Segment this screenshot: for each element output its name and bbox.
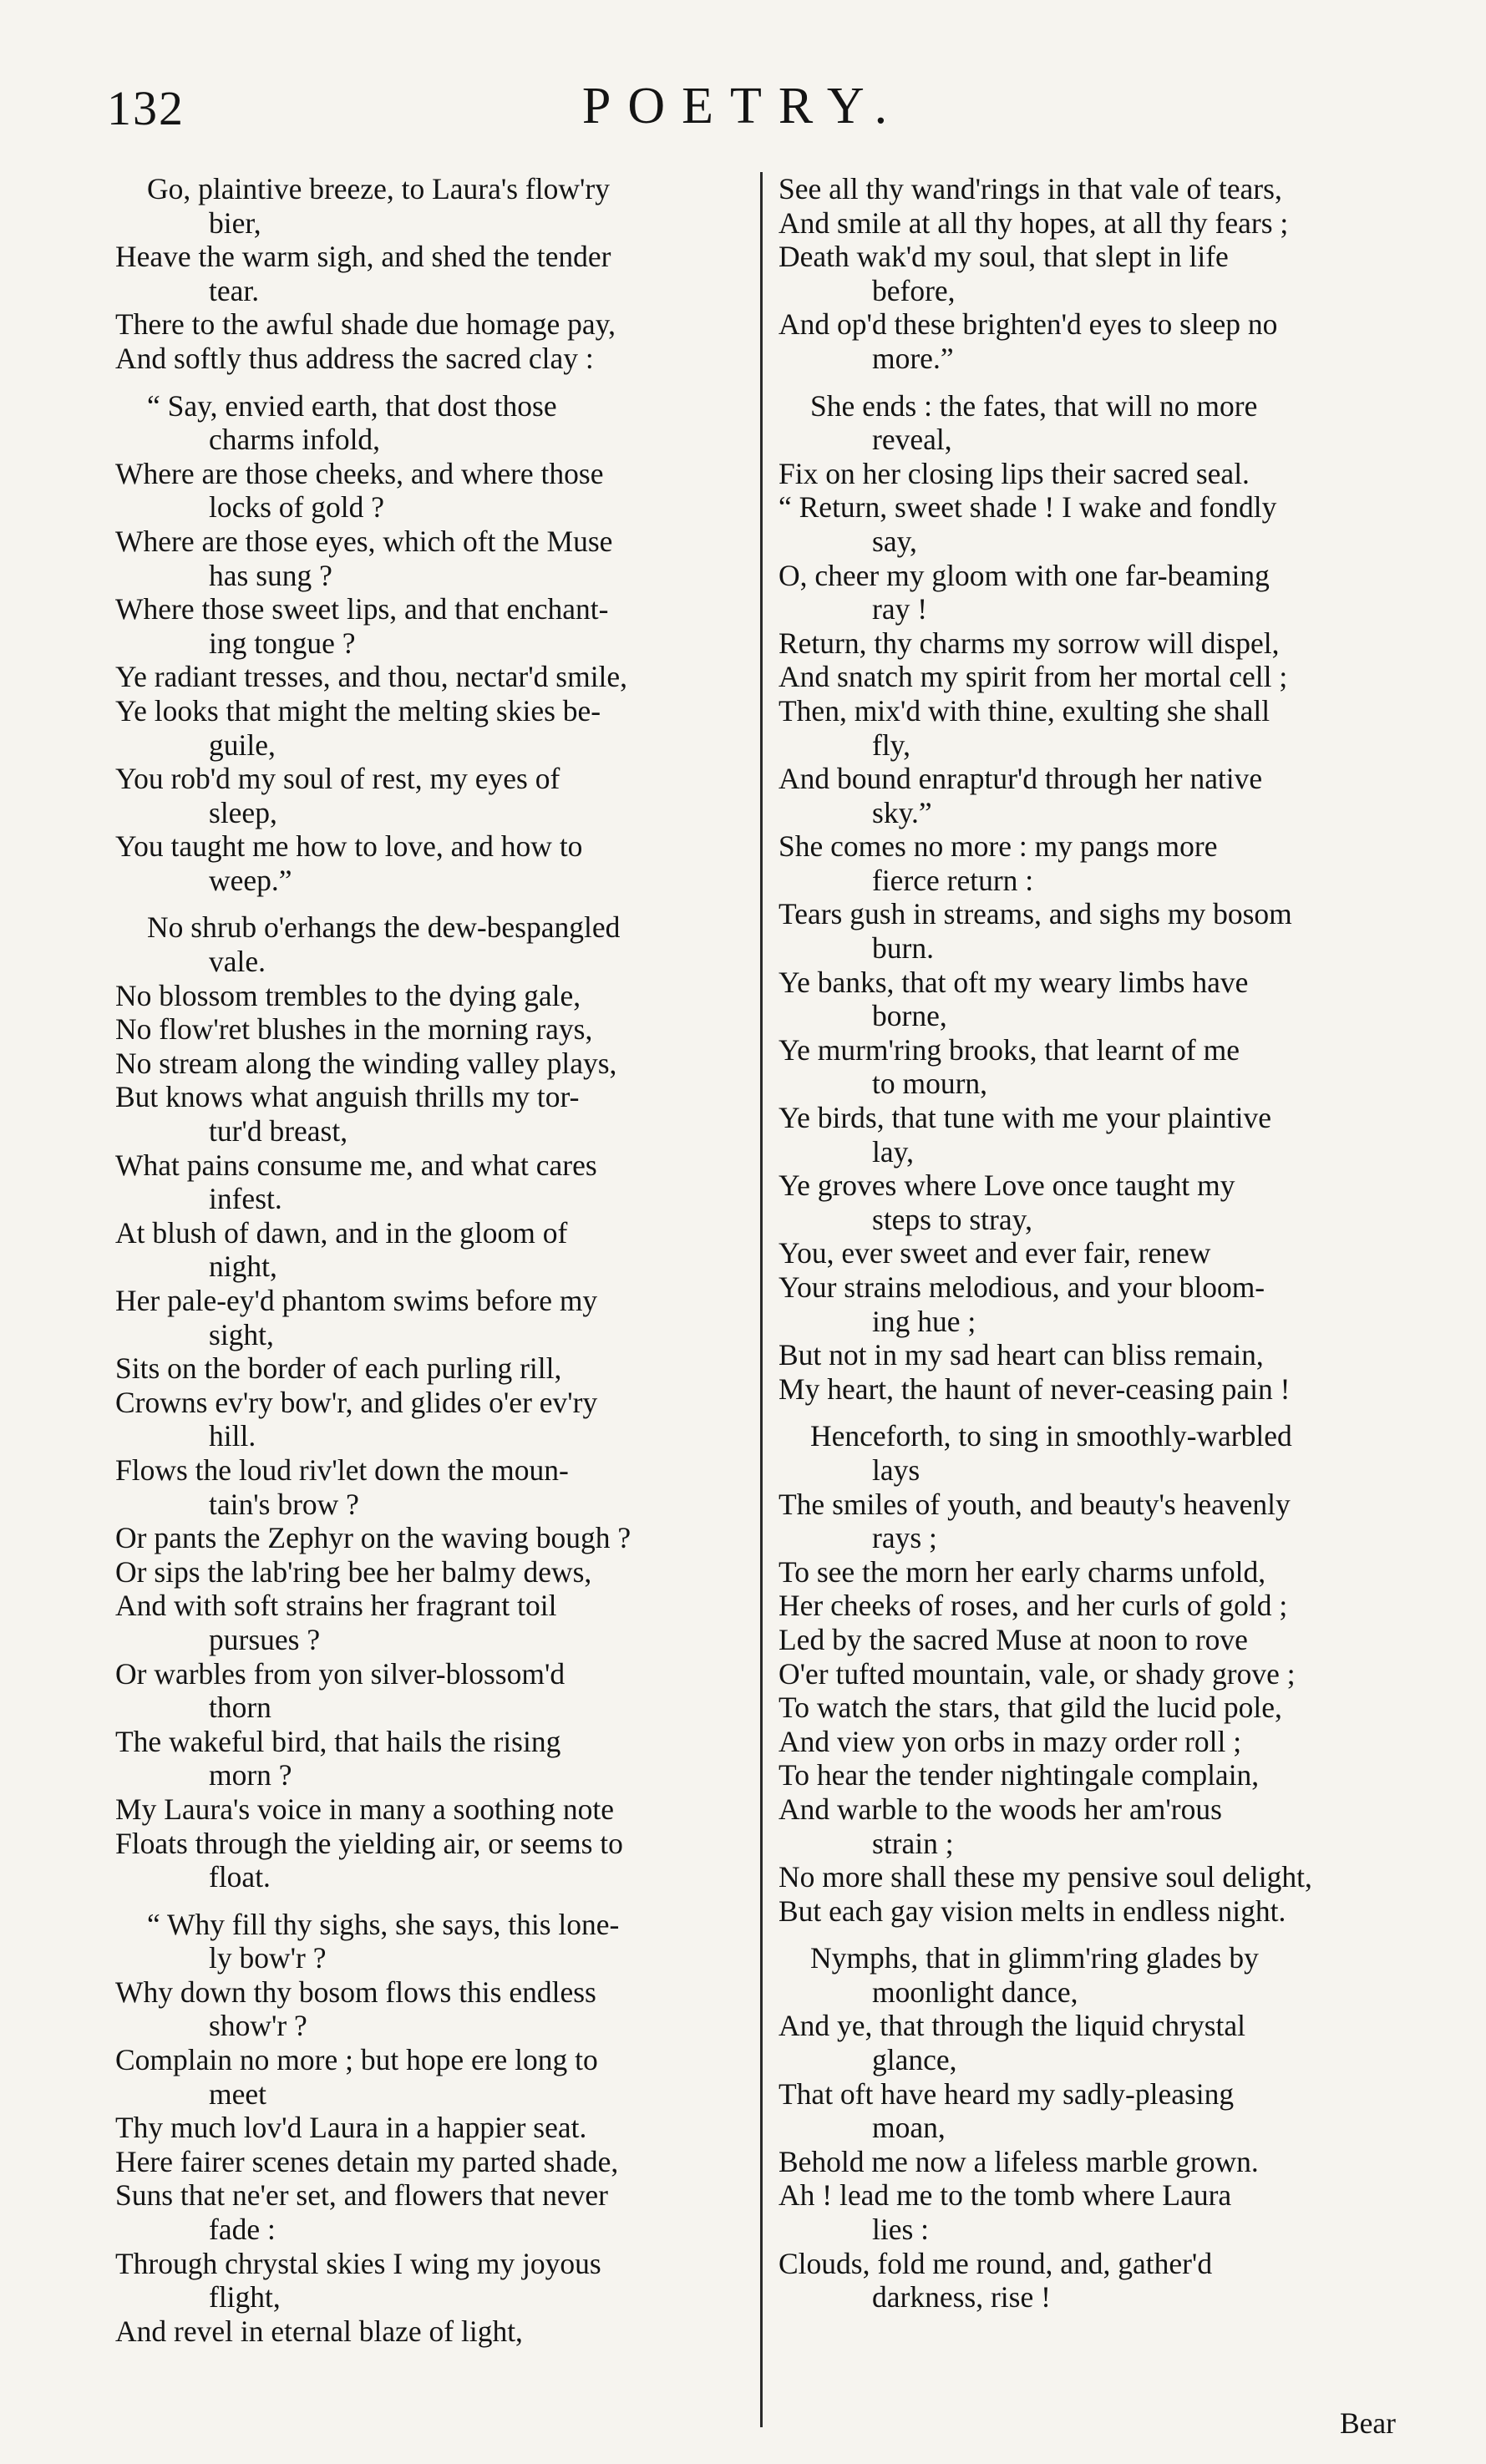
verse-line: charms infold, xyxy=(209,423,381,457)
stanza xyxy=(779,172,1397,376)
verse-line: moan, xyxy=(872,2111,946,2145)
verse-line: And op'd these brighten'd eyes to sleep no xyxy=(779,307,1278,342)
verse-line: O'er tufted mountain, vale, or shady grove ; xyxy=(779,1656,1296,1691)
stanza xyxy=(779,389,1397,1407)
verse-line: Tears gush in streams, and sighs my bosom xyxy=(779,897,1292,931)
verse-line: Ye banks, that oft my weary limbs have xyxy=(779,965,1249,999)
verse-line: Henceforth, to sing in smoothly-warbled xyxy=(810,1419,1292,1453)
column-rule xyxy=(760,172,763,2427)
verse-line: Then, mix'd with thine, exulting she shall xyxy=(779,693,1270,728)
verse-line: No stream along the winding valley plays, xyxy=(115,1046,617,1080)
verse-line: Thy much lov'd Laura in a happier seat. xyxy=(115,2111,587,2145)
verse-line: To hear the tender nightingale complain, xyxy=(779,1758,1260,1792)
verse-line: No flow'ret blushes in the morning rays, xyxy=(115,1012,593,1047)
verse-line: Heave the warm sigh, and shed the tender xyxy=(115,240,611,274)
catchword: Bear xyxy=(1339,2406,1396,2440)
verse-line: Behold me now a lifeless marble grown. xyxy=(779,2144,1259,2178)
verse-line: And ye, that through the liquid chrystal xyxy=(779,2009,1246,2043)
verse-line: “ Return, sweet shade ! I wake and fondly xyxy=(779,490,1277,525)
verse-line: sleep, xyxy=(209,795,277,829)
verse-line: You rob'd my soul of rest, my eyes of xyxy=(115,762,560,796)
verse-line: But not in my sad heart can bliss remain, xyxy=(779,1338,1264,1372)
verse-line: fade : xyxy=(209,2213,276,2247)
verse-line: fierce return : xyxy=(872,863,1034,897)
verse-line: “ Why fill thy sighs, she says, this lone- xyxy=(147,1907,620,1941)
verse-line: rays ; xyxy=(872,1521,937,1555)
verse-line: Complain no more ; but hope ere long to xyxy=(115,2043,598,2077)
verse-line: say, xyxy=(872,524,917,558)
verse-line: locks of gold ? xyxy=(209,490,385,525)
verse-line: Ah ! lead me to the tomb where Laura xyxy=(779,2178,1232,2213)
verse-line: She comes no more : my pangs more xyxy=(779,829,1218,864)
verse-line: has sung ? xyxy=(209,558,332,592)
verse-line: ing hue ; xyxy=(872,1304,976,1338)
verse-line: Her pale-ey'd phantom swims before my xyxy=(115,1284,598,1317)
verse-line: Led by the sacred Muse at noon to rove xyxy=(779,1622,1248,1656)
stanza xyxy=(779,1419,1397,1928)
stanza xyxy=(779,1941,1397,2314)
verse-line: burn. xyxy=(872,931,934,966)
stanza xyxy=(115,1908,733,2349)
verse-line: And warble to the woods her am'rous xyxy=(779,1792,1222,1826)
verse-line: No blossom trembles to the dying gale, xyxy=(115,978,581,1012)
verse-line: And softly thus address the sacred clay : xyxy=(115,341,594,375)
verse-line: And with soft strains her fragrant toil xyxy=(115,1589,557,1623)
stanza xyxy=(115,172,733,376)
verse-line: Her cheeks of roses, and her curls of gold ; xyxy=(779,1589,1288,1623)
page-number: 132 xyxy=(107,81,185,135)
verse-line: reveal, xyxy=(872,423,952,457)
verse-line: fly, xyxy=(872,728,911,762)
verse-line: And smile at all thy hopes, at all thy fears ; xyxy=(779,205,1289,240)
verse-line: tur'd breast, xyxy=(209,1114,348,1148)
verse-line: hill. xyxy=(209,1419,256,1453)
verse-line: guile, xyxy=(209,728,276,762)
verse-line: O, cheer my gloom with one far-beaming xyxy=(779,558,1270,592)
verse-line: morn ? xyxy=(209,1758,292,1792)
verse-line: My heart, the haunt of never-ceasing pain ! xyxy=(779,1371,1291,1406)
running-title: POETRY. xyxy=(581,78,905,134)
verse-line: Or sips the lab'ring bee her balmy dews, xyxy=(115,1554,592,1589)
verse-line: Here fairer scenes detain my parted shade, xyxy=(115,2144,619,2178)
verse-line: Sits on the border of each purling rill, xyxy=(115,1351,562,1386)
verse-line: Clouds, fold me round, and, gather'd xyxy=(779,2246,1213,2280)
verse-line: Floats through the yielding air, or seems to xyxy=(115,1826,623,1860)
verse-line: pursues ? xyxy=(209,1622,321,1656)
verse-line: Go, plaintive breeze, to Laura's flow'ry xyxy=(147,172,610,205)
verse-line: But each gay vision melts in endless night. xyxy=(779,1894,1286,1928)
verse-line: strain ; xyxy=(872,1826,954,1860)
verse-line: Where are those cheeks, and where those xyxy=(115,456,604,490)
verse-line: Nymphs, that in glimm'ring glades by xyxy=(810,1941,1259,1975)
verse-line: darkness, rise ! xyxy=(872,2280,1051,2314)
verse-line: But knows what anguish thrills my tor- xyxy=(115,1080,580,1114)
verse-line: Why down thy bosom flows this endless xyxy=(115,1975,596,2009)
verse-line: My Laura's voice in many a soothing note xyxy=(115,1792,614,1826)
verse-line: Or warbles from yon silver-blossom'd xyxy=(115,1656,565,1691)
verse-line: Ye radiant tresses, and thou, nectar'd smile, xyxy=(115,660,628,694)
verse-line: weep.” xyxy=(209,863,292,897)
verse-line: Death wak'd my soul, that slept in life xyxy=(779,240,1229,274)
verse-line: There to the awful shade due homage pay, xyxy=(115,307,616,342)
verse-line: See all thy wand'rings in that vale of tears, xyxy=(779,172,1282,205)
verse-line: glance, xyxy=(872,2043,957,2077)
verse-line: to mourn, xyxy=(872,1067,988,1101)
verse-line: Return, thy charms my sorrow will dispel, xyxy=(779,626,1280,660)
verse-line: To watch the stars, that gild the lucid pole, xyxy=(779,1691,1282,1725)
verse-line: At blush of dawn, and in the gloom of xyxy=(115,1215,568,1250)
verse-line: You, ever sweet and ever fair, renew xyxy=(779,1236,1211,1270)
verse-line: sight, xyxy=(209,1317,274,1351)
verse-line: Suns that ne'er set, and flowers that never xyxy=(115,2178,608,2213)
verse-line: lies : xyxy=(872,2213,930,2247)
verse-line: That oft have heard my sadly-pleasing xyxy=(779,2076,1235,2111)
verse-line: borne, xyxy=(872,999,947,1033)
verse-line: ing tongue ? xyxy=(209,626,356,660)
verse-line: ly bow'r ? xyxy=(209,1941,327,1975)
verse-line: night, xyxy=(209,1250,277,1284)
verse-line: float. xyxy=(209,1860,271,1894)
verse-line: Where are those eyes, which oft the Muse xyxy=(115,524,613,558)
verse-line: And view yon orbs in mazy order roll ; xyxy=(779,1724,1242,1758)
verse-line: thorn xyxy=(209,1691,271,1725)
verse-line: bier, xyxy=(209,205,261,240)
verse-line: tain's brow ? xyxy=(209,1487,359,1521)
verse-line: steps to stray, xyxy=(872,1202,1032,1236)
verse-line: more.” xyxy=(872,341,954,375)
verse-line: Ye birds, that tune with me your plaintive xyxy=(779,1101,1271,1135)
verse-line: What pains consume me, and what cares xyxy=(115,1148,597,1182)
verse-line: Flows the loud riv'let down the moun- xyxy=(115,1453,569,1487)
right-column xyxy=(779,172,1397,2314)
verse-line: moonlight dance, xyxy=(872,1975,1078,2009)
verse-line: To see the morn her early charms unfold, xyxy=(779,1554,1266,1589)
verse-line: And revel in eternal blaze of light, xyxy=(115,2314,523,2348)
stanza xyxy=(115,910,733,1894)
verse-line: Ye groves where Love once taught my xyxy=(779,1169,1235,1203)
verse-line: She ends : the fates, that will no more xyxy=(810,388,1258,423)
verse-line: lay, xyxy=(872,1134,914,1169)
verse-line: And snatch my spirit from her mortal cell ; xyxy=(779,660,1288,694)
verse-line: ray ! xyxy=(872,592,928,626)
verse-line: Ye murm'ring brooks, that learnt of me xyxy=(779,1032,1240,1067)
verse-line: before, xyxy=(872,273,956,307)
verse-line: Fix on her closing lips their sacred seal. xyxy=(779,456,1250,490)
verse-line: infest. xyxy=(209,1182,282,1216)
verse-line: The wakeful bird, that hails the rising xyxy=(115,1724,561,1758)
verse-line: lays xyxy=(872,1453,921,1487)
verse-line: And bound enraptur'd through her native xyxy=(779,762,1263,796)
verse-line: Or pants the Zephyr on the waving bough ? xyxy=(115,1521,631,1555)
verse-line: flight, xyxy=(209,2280,281,2314)
verse-line: “ Say, envied earth, that dost those xyxy=(147,388,557,423)
verse-line: tear. xyxy=(209,273,260,307)
verse-line: Through chrystal skies I wing my joyous xyxy=(115,2246,601,2280)
left-column xyxy=(115,172,733,2348)
verse-line: Ye looks that might the melting skies be- xyxy=(115,693,601,728)
verse-line: Your strains melodious, and your bloom- xyxy=(779,1270,1265,1304)
verse-line: meet xyxy=(209,2076,266,2111)
verse-line: No more shall these my pensive soul delight, xyxy=(779,1860,1312,1894)
verse-line: sky.” xyxy=(872,795,932,829)
verse-line: You taught me how to love, and how to xyxy=(115,829,583,864)
stanza xyxy=(115,389,733,898)
verse-line: Where those sweet lips, and that enchant- xyxy=(115,592,609,626)
verse-line: The smiles of youth, and beauty's heavenly xyxy=(779,1487,1291,1521)
verse-line: vale. xyxy=(209,945,266,979)
verse-line: show'r ? xyxy=(209,2009,307,2043)
verse-line: Crowns ev'ry bow'r, and glides o'er ev'ry xyxy=(115,1385,598,1419)
verse-line: No shrub o'erhangs the dew-bespangled xyxy=(147,910,621,945)
